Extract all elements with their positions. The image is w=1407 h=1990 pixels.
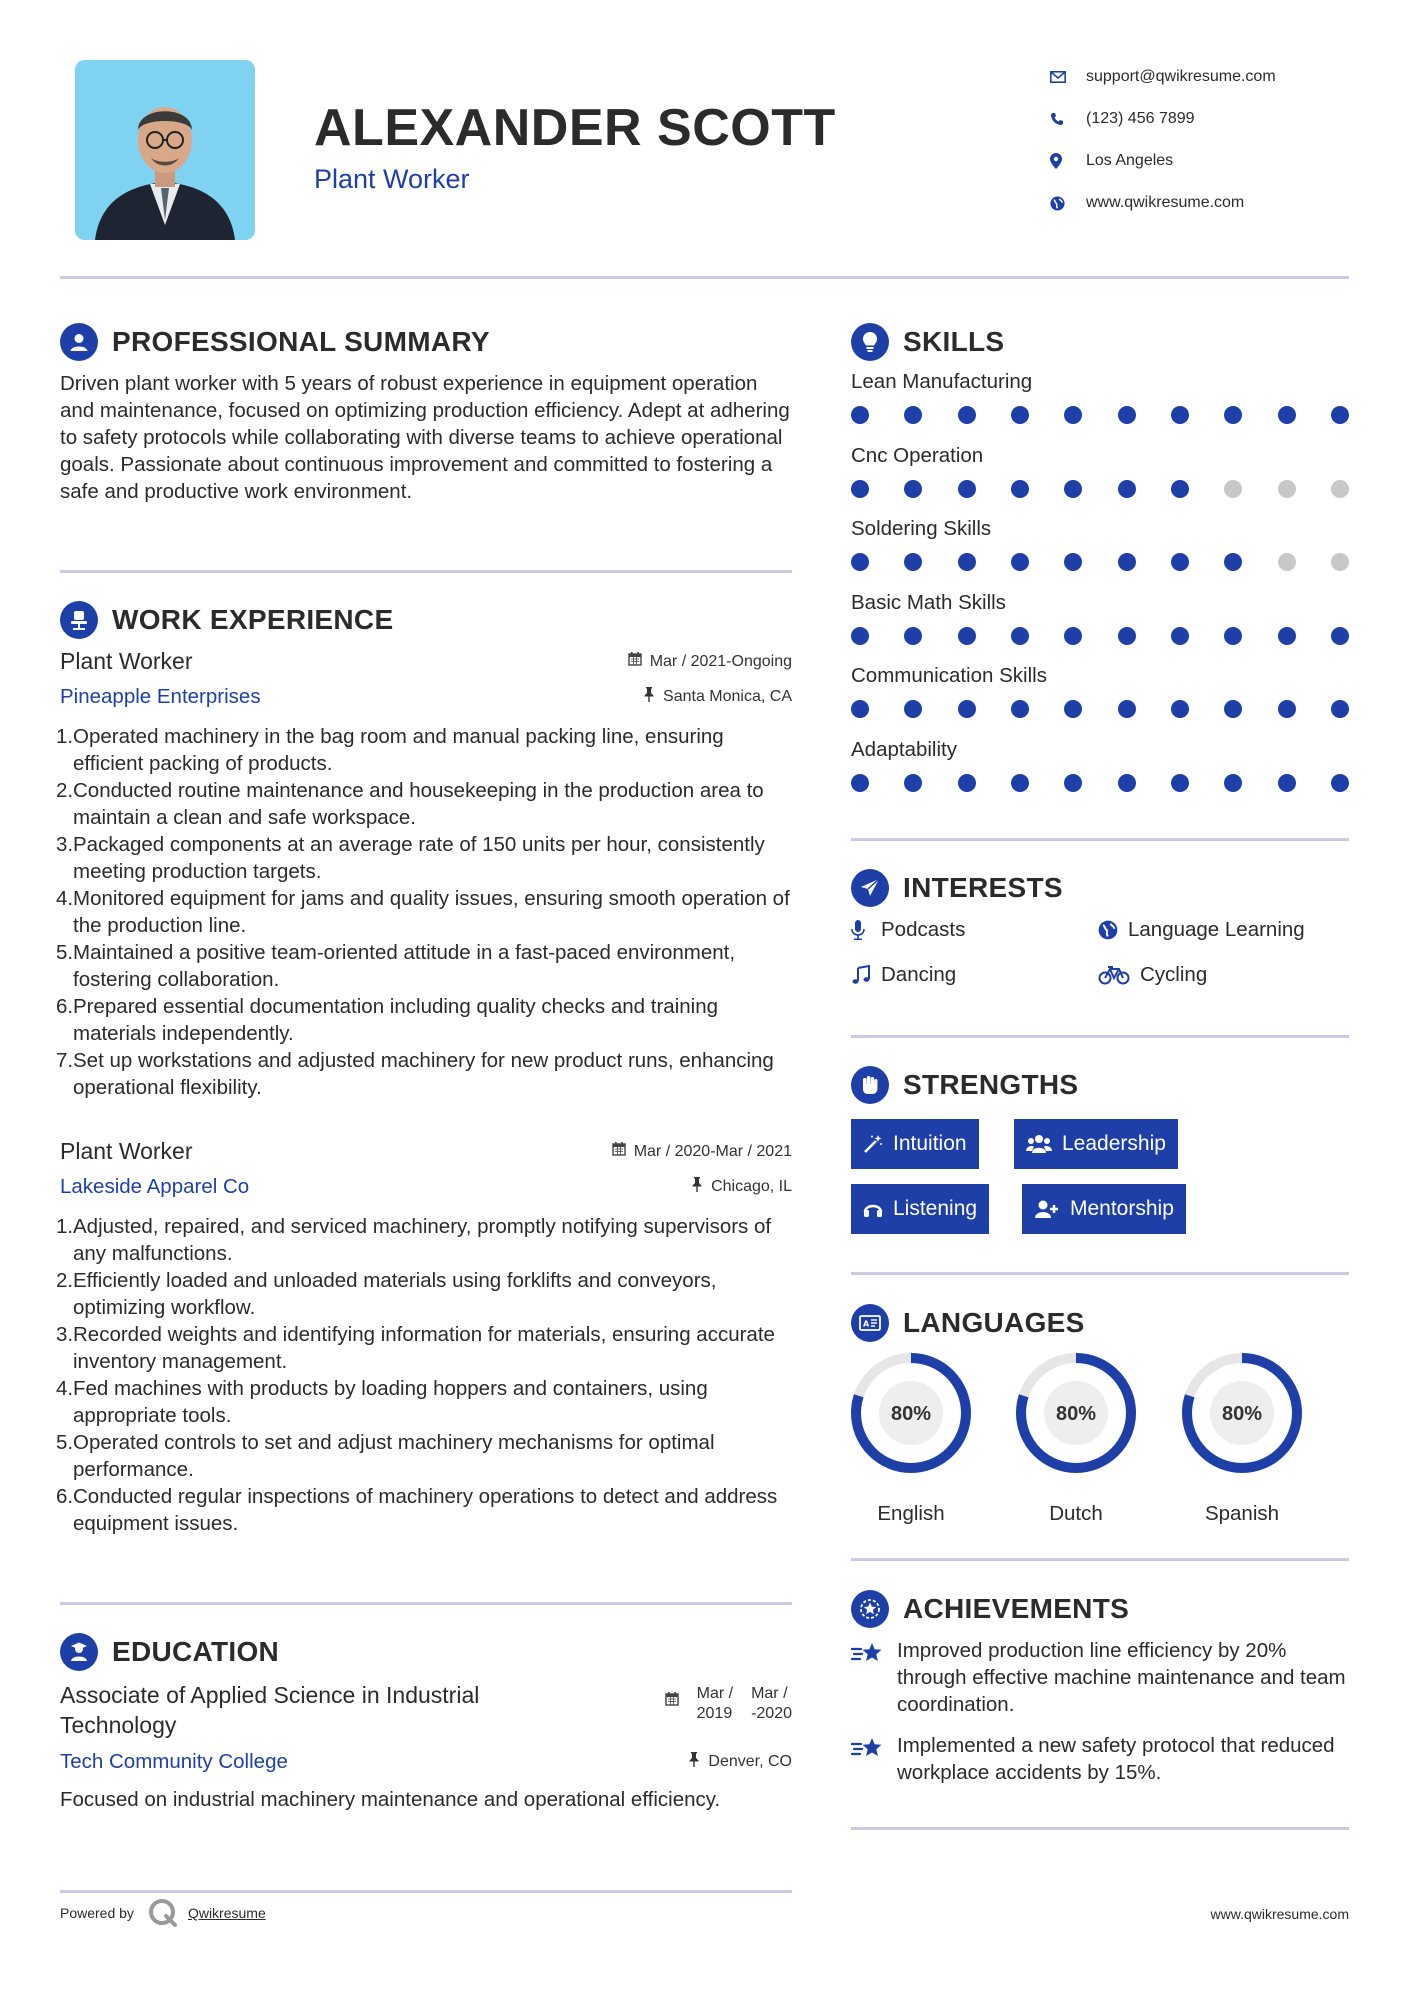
qwikresume-logo-icon: [148, 1898, 178, 1928]
skill-dot-filled: [904, 627, 922, 645]
user-plus-icon: [1034, 1199, 1060, 1219]
experience-divider: [60, 1602, 792, 1605]
interest-label: Language Learning: [1128, 918, 1305, 941]
lightbulb-icon: [851, 323, 889, 361]
skill-rating: [851, 774, 1349, 792]
job-dates: [612, 1142, 792, 1161]
job-company: Lakeside Apparel Co: [60, 1175, 250, 1198]
skill-dot-filled: [851, 627, 869, 645]
interest-label: Cycling: [1140, 963, 1208, 986]
header-divider: [60, 276, 1349, 279]
briefcase-chair-icon: [60, 601, 98, 639]
language-progress-ring: [1014, 1351, 1138, 1475]
summary-title: PROFESSIONAL SUMMARY: [112, 326, 490, 357]
achievements-title: ACHIEVEMENTS: [903, 1593, 1130, 1624]
skills-title: SKILLS: [903, 326, 1005, 357]
strength-label: Leadership: [1062, 1132, 1166, 1155]
user-circle-icon: [60, 323, 98, 361]
skill-dot-empty: [1224, 480, 1242, 498]
job-dates-text: Mar / 2021-Ongoing: [649, 652, 792, 670]
contact-website[interactable]: [1050, 182, 1370, 224]
qwikresume-link[interactable]: Qwikresume: [187, 1905, 266, 1921]
languages-title: LANGUAGES: [903, 1307, 1085, 1338]
skill-dot-filled: [1331, 627, 1349, 645]
skill-dot-filled: [851, 480, 869, 498]
strength-label: Mentorship: [1070, 1197, 1174, 1220]
contact-phone-text: (123) 456 7899: [1086, 110, 1195, 127]
users-icon: [1026, 1134, 1052, 1154]
skill-dot-empty: [1331, 480, 1349, 498]
interest-dancing: [851, 963, 956, 987]
skill-dot-filled: [958, 480, 976, 498]
language-name: Dutch: [1049, 1502, 1103, 1525]
strength-tag-leadership: [1014, 1119, 1178, 1169]
skill-dot-filled: [1331, 774, 1349, 792]
summary-divider: [60, 570, 792, 573]
skill-dot-filled: [1118, 774, 1136, 792]
skill-name: Adaptability: [851, 738, 957, 761]
paper-plane-icon: [851, 869, 889, 907]
language-item: [1014, 1351, 1138, 1526]
skill-dot-filled: [851, 700, 869, 718]
list-item: 7. Set up workstations and adjusted machinery for new product runs, enhancing operational flexibility.: [56, 1049, 774, 1099]
skill-name: Cnc Operation: [851, 444, 984, 467]
list-item: 3. Packaged components at an average rate of 150 units per hour, consistently meeting production targets.: [56, 833, 765, 883]
powered-by-text: Powered by: [60, 1905, 134, 1921]
list-item: 2. Conducted routine maintenance and housekeeping in the production area to maintain a clean and safe workspace.: [56, 779, 764, 829]
skill-dot-filled: [1118, 406, 1136, 424]
skill-dot-filled: [1171, 480, 1189, 498]
skill-dot-filled: [1224, 406, 1242, 424]
strengths-heading: [851, 1066, 1078, 1104]
skill-dot-filled: [1118, 627, 1136, 645]
skill-name: Communication Skills: [851, 664, 1047, 687]
skill-item: [851, 370, 1351, 424]
skill-dot-filled: [851, 406, 869, 424]
experience-title: WORK EXPERIENCE: [112, 604, 394, 635]
language-percent: 80%: [890, 1403, 932, 1425]
skill-dot-empty: [1331, 553, 1349, 571]
footer-website[interactable]: www.qwikresume.com: [1210, 1906, 1349, 1922]
contact-email-text: support@qwikresume.com: [1086, 68, 1276, 85]
skill-dot-filled: [1011, 553, 1029, 571]
skill-dot-empty: [1278, 553, 1296, 571]
skill-dot-filled: [1171, 627, 1189, 645]
skill-dot-filled: [1224, 627, 1242, 645]
list-item: 6. Prepared essential documentation including quality checks and training materials independently.: [56, 995, 719, 1045]
skill-dot-filled: [904, 774, 922, 792]
skill-dot-filled: [904, 553, 922, 571]
shooting-star-icon: [851, 1637, 897, 1718]
education-description: Focused on industrial machinery maintenance and operational efficiency.: [60, 1788, 721, 1811]
education-school: Tech Community College: [60, 1750, 288, 1773]
skill-dot-filled: [958, 406, 976, 424]
candidate-name: ALEXANDER SCOTT: [314, 99, 836, 157]
pushpin-icon: [688, 1752, 700, 1772]
languages-heading: [851, 1304, 1085, 1342]
job-location-text: Santa Monica, CA: [663, 688, 792, 705]
skill-dot-filled: [1278, 700, 1296, 718]
skill-dot-filled: [1224, 774, 1242, 792]
skill-dot-filled: [1064, 480, 1082, 498]
skill-dot-filled: [1011, 480, 1029, 498]
job-dates-text: Mar / 2020-Mar / 2021: [633, 1142, 792, 1160]
skill-dot-filled: [1331, 700, 1349, 718]
language-name: Spanish: [1204, 1502, 1280, 1525]
skill-dot-filled: [1064, 406, 1082, 424]
language-progress-ring: [1180, 1351, 1304, 1475]
contact-website-text: www.qwikresume.com: [1086, 194, 1245, 211]
skill-dot-empty: [1278, 480, 1296, 498]
list-item: 2. Efficiently loaded and unloaded materials using forklifts and conveyors, optimizing workflow.: [56, 1269, 717, 1319]
strength-tag-mentorship: [1022, 1184, 1186, 1234]
candidate-role: Plant Worker: [314, 164, 470, 194]
experience-heading: [60, 601, 393, 639]
skill-item: [851, 591, 1351, 645]
achievement-item: [851, 1637, 1351, 1718]
education-dates: [665, 1684, 792, 1740]
skill-dot-filled: [1278, 774, 1296, 792]
achievements-heading: [851, 1590, 1129, 1628]
bicycle-icon: [1098, 965, 1138, 985]
interests-title: INTERESTS: [903, 872, 1063, 903]
skills-heading: [851, 323, 1004, 361]
skill-dot-filled: [1064, 553, 1082, 571]
calendar-icon: [612, 1142, 626, 1161]
education-title: EDUCATION: [112, 1636, 280, 1667]
star-badge-icon: [851, 1590, 889, 1628]
strength-tag-listening: [851, 1184, 989, 1234]
skill-name: Soldering Skills: [851, 517, 992, 540]
skill-dot-filled: [1171, 774, 1189, 792]
pushpin-icon: [691, 1177, 703, 1197]
skill-rating: [851, 627, 1349, 645]
skill-dot-filled: [1118, 700, 1136, 718]
headphones-icon: [863, 1200, 883, 1218]
skill-dot-filled: [1171, 406, 1189, 424]
svg-text:A: A: [863, 1319, 870, 1329]
summary-text: Driven plant worker with 5 years of robust experience in equipment operation and maintenance, focused on optimizing production efficiency. Adept at adhering to safety protocols while collaborating with diverse teams to achieve operational goals. Passionate about continuous improvement and committed to fostering a safe and productive work environment.: [60, 372, 790, 503]
contact-location-text: Los Angeles: [1086, 152, 1174, 169]
skill-dot-filled: [1011, 406, 1029, 424]
list-item: 4. Fed machines with products by loading hoppers and containers, using appropriate tools.: [56, 1377, 708, 1427]
skill-dot-filled: [1064, 774, 1082, 792]
education-start: Mar / 2019: [696, 1685, 734, 1722]
skill-dot-filled: [1064, 700, 1082, 718]
skills-divider: [851, 838, 1349, 841]
interest-language-learning: [1098, 918, 1305, 942]
skill-item: [851, 738, 1351, 792]
skill-dot-filled: [1064, 627, 1082, 645]
calendar-icon: [628, 652, 642, 671]
list-item: 1. Adjusted, repaired, and serviced machinery, promptly notifying supervisors of any malfunctions.: [56, 1215, 772, 1265]
skill-name: Basic Math Skills: [851, 591, 1006, 614]
skill-item: [851, 517, 1351, 571]
contact-block: [1050, 56, 1370, 224]
education-degree: Associate of Applied Science in Industrial Technology: [60, 1682, 480, 1738]
language-progress-ring: [849, 1351, 973, 1475]
language-percent: 80%: [1221, 1403, 1263, 1425]
languages-divider: [851, 1558, 1349, 1561]
skill-dot-filled: [958, 700, 976, 718]
skill-dot-filled: [1011, 627, 1029, 645]
strength-tag-intuition: [851, 1119, 979, 1169]
skill-item: [851, 664, 1351, 718]
skill-dot-filled: [1118, 480, 1136, 498]
skill-dot-filled: [904, 406, 922, 424]
music-note-icon: [851, 965, 879, 985]
education-entry: [60, 1680, 792, 1813]
language-item: [849, 1351, 973, 1526]
job-responsibilities: [56, 1213, 792, 1537]
envelope-icon: [1050, 71, 1086, 83]
skill-item: [851, 444, 1351, 498]
job-location: [691, 1177, 792, 1197]
achievement-text: Improved production line efficiency by 20% through effective machine maintenance and team coordination.: [897, 1639, 1346, 1716]
skill-dot-filled: [1278, 627, 1296, 645]
summary-heading: [60, 323, 490, 361]
skill-dot-filled: [904, 700, 922, 718]
list-item: 5. Maintained a positive team-oriented attitude in a fast-paced environment, fostering collaboration.: [56, 941, 736, 991]
calendar-icon: [665, 1692, 679, 1711]
skill-rating: [851, 700, 1349, 718]
skill-dot-filled: [1171, 700, 1189, 718]
skill-dot-filled: [1224, 553, 1242, 571]
skill-rating: [851, 406, 1349, 424]
skill-dot-filled: [958, 774, 976, 792]
skill-rating: [851, 480, 1349, 498]
contact-location: [1050, 140, 1370, 182]
contact-phone[interactable]: [1050, 98, 1370, 140]
interest-podcasts: [851, 918, 965, 942]
skill-dot-filled: [1118, 553, 1136, 571]
job-location: [643, 687, 792, 707]
list-item: 3. Recorded weights and identifying information for materials, ensuring accurate inventory management.: [56, 1323, 775, 1373]
strength-label: Intuition: [893, 1132, 967, 1155]
skill-dot-filled: [1331, 406, 1349, 424]
skill-dot-filled: [958, 553, 976, 571]
pushpin-icon: [643, 687, 655, 707]
achievements-divider: [851, 1827, 1349, 1830]
skill-dot-filled: [851, 553, 869, 571]
interests-heading: [851, 869, 1063, 907]
skill-dot-filled: [1011, 774, 1029, 792]
skill-dot-filled: [1171, 553, 1189, 571]
interest-label: Dancing: [881, 963, 957, 986]
graduation-icon: [60, 1633, 98, 1671]
education-heading: [60, 1633, 279, 1671]
job-title: Plant Worker: [60, 1138, 193, 1164]
microphone-icon: [851, 920, 879, 940]
job-entry-1: [56, 648, 792, 1101]
contact-email[interactable]: [1050, 56, 1370, 98]
language-card-icon: [851, 1304, 889, 1342]
job-entry-2: [56, 1138, 792, 1537]
profile-photo: [75, 60, 255, 240]
list-item: 5. Operated controls to set and adjust machinery mechanisms for optimal performance.: [56, 1431, 715, 1481]
education-location: [688, 1752, 792, 1772]
job-responsibilities: [56, 723, 792, 1101]
strengths-divider: [851, 1272, 1349, 1275]
skill-dot-filled: [851, 774, 869, 792]
language-item: [1180, 1351, 1304, 1526]
job-title: Plant Worker: [60, 648, 193, 674]
skill-rating: [851, 553, 1349, 571]
skill-dot-filled: [1278, 406, 1296, 424]
globe-icon: [1098, 920, 1126, 940]
interest-cycling: [1098, 963, 1207, 987]
education-end: Mar / -2020: [751, 1685, 792, 1722]
education-location-text: Denver, CO: [708, 1753, 792, 1770]
map-pin-icon: [1050, 153, 1086, 169]
strengths-title: STRENGTHS: [903, 1069, 1079, 1100]
skill-dot-filled: [1011, 700, 1029, 718]
phone-icon: [1050, 112, 1086, 126]
skill-name: Lean Manufacturing: [851, 370, 1033, 393]
list-item: 1. Operated machinery in the bag room and manual packing line, ensuring efficient packing of products.: [56, 725, 724, 775]
interests-divider: [851, 1035, 1349, 1038]
strength-label: Listening: [893, 1197, 978, 1220]
skill-dot-filled: [904, 480, 922, 498]
shooting-star-icon: [851, 1732, 897, 1786]
footer-divider: [60, 1890, 792, 1893]
fist-icon: [851, 1066, 889, 1104]
list-item: 4. Monitored equipment for jams and quality issues, ensuring smooth operation of the production line.: [56, 887, 790, 937]
job-location-text: Chicago, IL: [711, 1178, 792, 1195]
skill-dot-filled: [958, 627, 976, 645]
achievement-item: [851, 1732, 1351, 1786]
achievement-text: Implemented a new safety protocol that reduced workplace accidents by 15%.: [897, 1734, 1335, 1784]
interest-label: Podcasts: [881, 918, 966, 941]
list-item: 6. Conducted regular inspections of machinery operations to detect and address equipment issues.: [56, 1485, 778, 1535]
skill-dot-filled: [1224, 700, 1242, 718]
job-company: Pineapple Enterprises: [60, 685, 261, 708]
globe-icon: [1050, 196, 1086, 211]
footer-powered-by: [60, 1898, 266, 1928]
language-name: English: [877, 1502, 945, 1525]
job-dates: [628, 652, 792, 671]
language-percent: 80%: [1055, 1403, 1097, 1425]
magic-wand-icon: [863, 1134, 883, 1154]
